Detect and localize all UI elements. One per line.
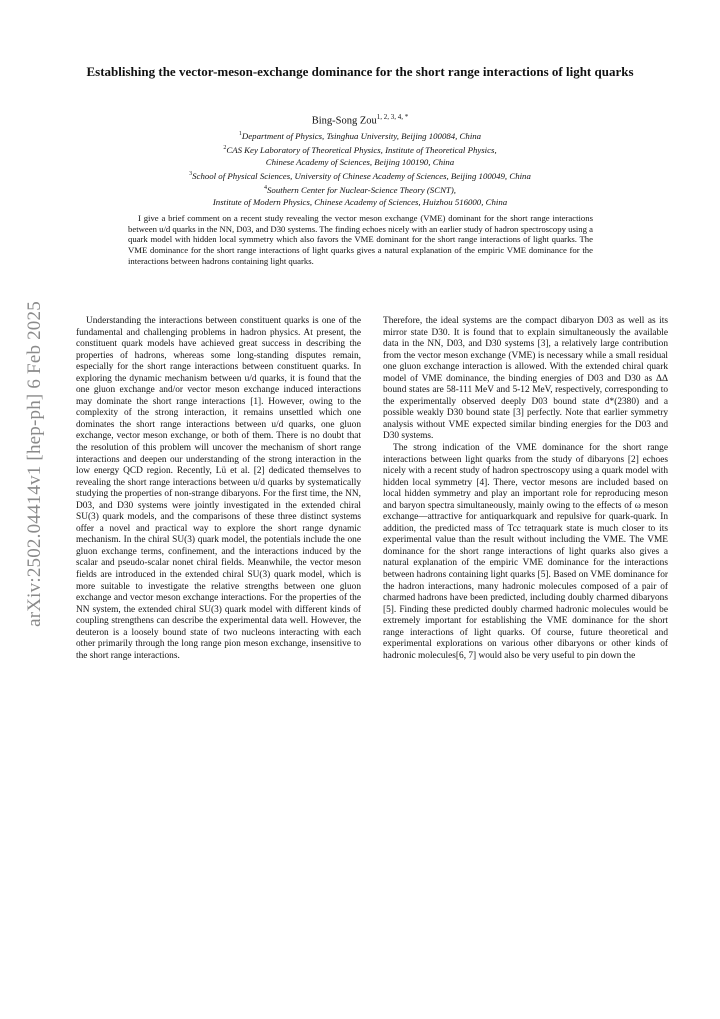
arxiv-identifier: arXiv:2502.04414v1 [hep-ph] 6 Feb 2025 <box>24 301 45 627</box>
body-paragraph: Therefore, the ideal systems are the compact dibaryon D03 as well as its mirror state D30. It is found that to explain simultaneously the available data in the NN, D03, and D30 systems [3], a relatively large contribution from the vector meson exchange (VME) is necessary while a small residual one gluon exchange interaction is allowed. With the extended chiral quark model of VME dominance, the binding energies of D03 and D30 as ΔΔ bound states are 58-111 MeV and 5-12 MeV, respectively, corresponding to the experimentally observed deeply D03 bound state d*(2380) and a possible weakly D30 bound state [3] perfectly. Note that earlier symmetry analysis without VME expected similar binding energies for the D03 and D30 systems. <box>383 316 668 442</box>
body-paragraph: Understanding the interactions between constituent quarks is one of the fundamental and challenging problems in hadron physics. At present, the constituent quark models have achieved great success in describing the properties of hadrons, whereas some long-standing disputes remain, especially for the short range interactions between constituent quarks. In exploring the dynamic mechanism between u/d quarks, it is found that the one gluon exchange and/or vector meson exchange induced interactions may dominate the short range interactions [1]. However, owing to the complexity of the strong interaction, it remains unsettled which one dominates the short range interactions between u/d quarks, one gluon exchange, vector meson exchange, or both of them. There is no doubt that the resolution of this problem will uncover the mechanism of short range interactions and deepen our understanding of the strong interaction in the low energy QCD region. Recently, Lü et al. [2] dedicated themselves to revealing the short range interactions between u/d quarks by systematically studying the properties of non-strange dibaryons. For the first time, the NN, D03, and D30 systems were jointly investigated in the extended chiral SU(3) quark models, and the comparisons of these three distinct systems offer a novel and practical way to explore the short range dynamic mechanism. In the chiral SU(3) quark model, the potentials include the one gluon exchange terms, confinement, and the interactions induced by the scalar and pseudo-scalar nonet chiral fields. Meanwhile, the vector meson fields are introduced in the extended chiral SU(3) quark model, which is more suitable to investigate the relative strengths between one gluon exchange and vector meson exchange interactions. For the properties of the NN system, the extended chiral SU(3) quark model with different kinds of coupling strengthens can describe the experimental data well. However, the deuteron is a loosely bound state of two nucleons interacting with each other primarily through the long range pion meson exchange, insensitive to the short range interactions. <box>76 316 361 661</box>
affiliations <box>80 128 640 208</box>
paper-title: Establishing the vector-meson-exchange dominance for the short range interactions of light quarks <box>86 64 634 79</box>
left-column <box>76 316 361 662</box>
abstract-text: I give a brief comment on a recent study revealing the vector meson exchange (VME) dominant for the short range interactions between u/d quarks in the NN, D03, and D30 systems. The finding echoes nicely with an earlier study of hadron spectroscopy using a quark model with hidden local symmetry which also favors the VME dominant for the short range interactions of light quarks. The VME dominance for the short range interactions of light quarks gives a natural explanation of the empiric VME dominance for the interactions between hadrons containing light quarks. <box>128 213 593 266</box>
author-line <box>60 113 660 127</box>
body-paragraph: The strong indication of the VME dominance for the short range interactions between light quarks from the study of dibaryons [2] echoes nicely with a recent study of hadron spectroscopy using a quark model with hidden local symmetry [4]. There, vector mesons are included based on local hidden symmetry and play an important role for reproducing meson and baryon spectra simultaneously, mainly owing to the effects of ω meson exchange—attractive for antiquarkquark and repulsive for quark-quark. In addition, the predicted mass of Tcc tetraquark state is much closer to its experimental value than the result without including the VME. The VME dominance for the short range interactions of light quarks also gives a natural explanation of the empiric VME dominance for the interactions between hadrons containing light quarks [5]. Based on VME dominance for the hadron interactions, many hadronic molecules composed of a pair of charmed hadrons have been predicted, including doubly charmed dibaryons [5]. Finding these predicted doubly charmed hadronic molecules would be extremely important for establishing the VME dominance for the short range interactions of light quarks. Of course, future theoretical and experimental explorations on various other dibaryons or other kinds of hadronic molecules[6, 7] would also be very useful to pin down the <box>383 443 668 661</box>
abstract <box>128 213 593 267</box>
affiliation-4: $^4$Southern Center for Nuclear-Science Theory (SCNT), Institute of Modern Physics, Chinese Academy of Sciences, Huizhou 516000, China <box>212 185 508 208</box>
author-name: Bing-Song Zou <box>311 115 377 127</box>
arxiv-watermark <box>22 294 48 634</box>
affiliation-2: $^2$CAS Key Laboratory of Theoretical Physics, Institute of Theoretical Physics, Chinese Academy of Sciences, Beijing 100190, China <box>223 144 497 168</box>
author-affiliation-marks: 1, 2, 3, 4, * <box>376 113 409 121</box>
affiliation-1: $^1$Department of Physics, Tsinghua University, Beijing 100084, China <box>238 130 482 141</box>
affiliation-3: $^3$School of Physical Sciences, University of Chinese Academy of Sciences, Beijing 100049, China <box>189 171 531 182</box>
right-column <box>383 316 668 662</box>
